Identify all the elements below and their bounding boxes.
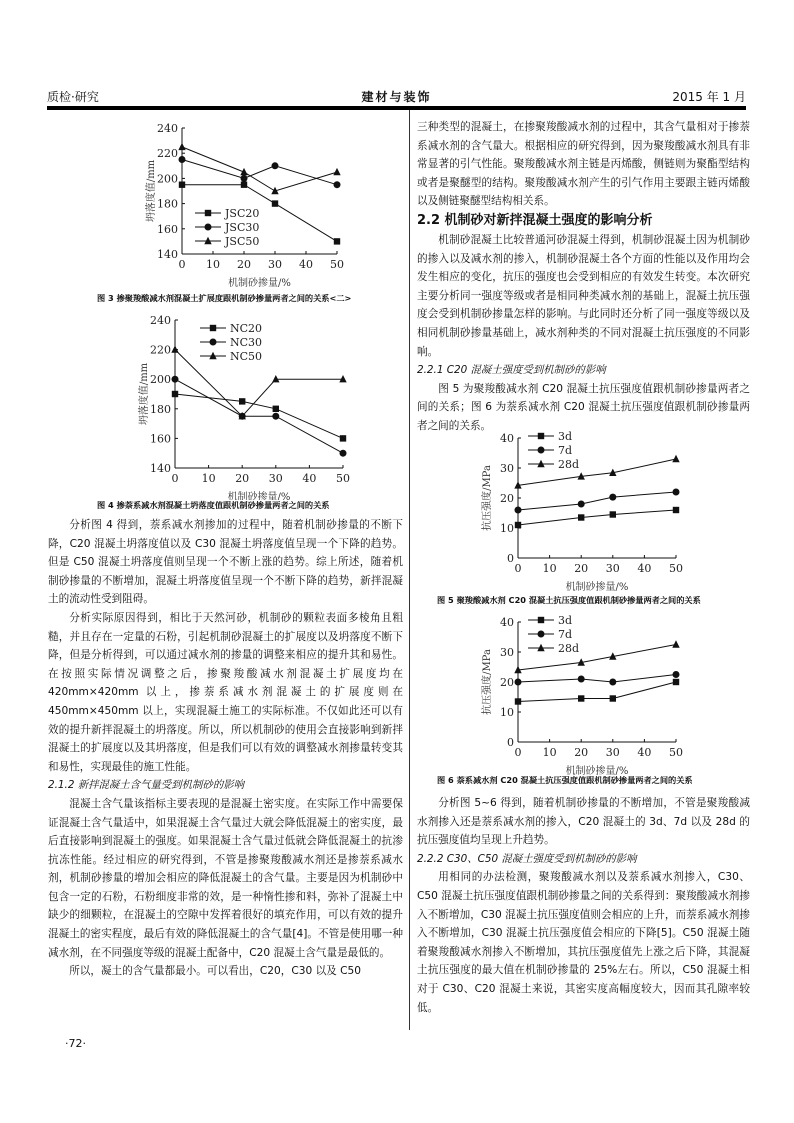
data-point-3d	[673, 679, 679, 685]
data-point-3d	[610, 695, 616, 701]
y-tick-label: 0	[507, 552, 514, 565]
x-axis-label: 机制砂掺量/%	[565, 582, 629, 593]
data-point-3d	[610, 511, 616, 517]
y-tick-label: 10	[500, 522, 514, 535]
series-line-7d	[518, 492, 676, 510]
y-tick-label: 20	[500, 492, 514, 505]
y-tick-label: 220	[150, 343, 171, 357]
x-axis-label: 机制砂掺量/%	[227, 492, 291, 500]
data-point-NC30	[172, 376, 179, 383]
x-tick-label: 30	[268, 258, 282, 271]
legend-label: NC20	[230, 322, 263, 335]
subheading-2-2-1: 2.2.1 C20 混凝土强度受到机制砂的影响	[417, 364, 606, 377]
figure-4-caption: 图 4 掺萘系减水剂混凝土坍落度值跟机制砂掺量两者之间的关系	[97, 500, 330, 510]
y-axis-label: 坍落度值/mm	[146, 159, 157, 223]
heading-2-2: 2.2 机制砂对新拌混凝土强度的影响分析	[417, 212, 653, 228]
figure-6-caption: 图 6 萘系减水剂 C20 混凝土抗压强度值跟机制砂掺量两者之间的关系	[437, 775, 693, 785]
paragraph: 分析图 5~6 得到，随着机制砂掺量的不断增加，不管是聚羧酸减水剂掺入还是萘系减水剂的掺入，C20 混凝土的 3d、7d 以及 28d 的抗压强度值均呈现上升趋势。	[417, 797, 750, 847]
subheading-2-2-2: 2.2.2 C30、C50 混凝土强度受到机制砂的影响	[417, 852, 637, 865]
paragraph: 图 5 为聚羧酸减水剂 C20 混凝土抗压强度值跟机制砂掺量两者之间的关系；图 6 为萘系减水剂 C20 混凝土抗压强度值跟机制砂掺量两者之间的关系。	[417, 382, 750, 432]
y-tick-label: 30	[500, 646, 514, 659]
x-tick-label: 20	[574, 746, 589, 759]
legend-label: JSC30	[225, 221, 260, 234]
data-point-7d	[578, 676, 585, 683]
legend-label: JSC50	[225, 235, 260, 248]
chart-fig4	[130, 310, 360, 500]
y-tick-label: 200	[150, 373, 171, 387]
y-tick-label: 220	[157, 147, 178, 161]
legend-label: 28d	[558, 458, 580, 471]
data-point-NC30	[340, 450, 347, 457]
series-line-7d	[518, 675, 676, 683]
data-point-7d	[609, 679, 616, 686]
data-point-JSC50	[178, 143, 185, 150]
data-point-JSC20	[241, 182, 247, 188]
data-point-7d	[673, 671, 680, 678]
column-divider	[409, 110, 410, 1030]
series-line-3d	[518, 682, 676, 702]
journal-title: 建材与装饰	[361, 90, 432, 104]
legend-label: NC30	[230, 336, 263, 349]
legend-marker	[205, 224, 212, 231]
data-point-NC50	[171, 345, 178, 352]
data-point-JSC30	[241, 175, 248, 182]
x-axis-label: 机制砂掺量/%	[565, 766, 629, 777]
issue-date: 2015 年 1 月	[672, 90, 746, 104]
figure-5-caption: 图 5 聚羧酸减水剂 C20 混凝土抗压强度值跟机制砂掺量两者之间的关系	[437, 595, 701, 605]
data-point-NC20	[172, 391, 178, 397]
data-point-28d	[672, 455, 679, 462]
data-point-7d	[578, 501, 585, 508]
y-tick-label: 40	[500, 432, 514, 445]
data-point-3d	[673, 507, 679, 513]
y-tick-label: 140	[150, 462, 171, 475]
y-tick-label: 160	[157, 222, 178, 236]
x-tick-label: 10	[542, 562, 557, 575]
figure-3	[140, 118, 360, 294]
data-point-3d	[578, 514, 584, 520]
x-tick-label: 10	[542, 746, 557, 759]
y-tick-label: 240	[150, 314, 171, 327]
x-tick-label: 20	[574, 562, 589, 575]
header-rule	[47, 106, 746, 110]
y-axis-label: 抗压强度/MPa	[482, 465, 493, 531]
paragraph: 所以，凝土的含气量都最小。可以看出，C20，C30 以及 C50	[69, 965, 362, 978]
x-tick-label: 40	[302, 472, 317, 485]
data-point-NC30	[272, 413, 279, 420]
x-tick-label: 50	[669, 562, 683, 575]
y-tick-label: 140	[157, 248, 178, 261]
y-axis-label: 抗压强度/MPa	[482, 649, 493, 715]
x-axis-label: 机制砂掺量/%	[228, 278, 291, 289]
series-line-NC30	[175, 379, 343, 453]
data-point-28d	[672, 640, 679, 647]
legend-label: 28d	[558, 642, 580, 655]
x-tick-label: 0	[514, 746, 522, 759]
y-tick-label: 40	[500, 616, 514, 629]
legend-label: 7d	[558, 444, 573, 457]
paragraph: 分析图 4 得到，萘系减水剂掺加的过程中，随着机制砂掺量的不断下降，C20 混凝土坍落度值以及 C30 混凝土坍落度值呈现一个下降的趋势。但是 C50 混凝土坍落度值则呈现一个不断上涨的趋势。综上所述，随着机制砂掺量的不断增加，混凝土坍落度值呈现一个不断下降的趋势，新拌混凝土的流动性受到阻碍。	[48, 519, 403, 606]
x-tick-label: 30	[268, 472, 283, 485]
data-point-NC20	[340, 435, 346, 441]
x-tick-label: 40	[299, 258, 313, 271]
data-point-JSC30	[334, 181, 341, 188]
legend-marker	[538, 631, 545, 638]
x-tick-label: 50	[336, 472, 350, 485]
x-tick-label: 40	[637, 746, 652, 759]
paragraph: 混凝土含气量该指标主要表现的是混凝土密实度。在实际工作中需要保证混凝土含气量适中，如果混凝土含气量过大就会降低混凝土的密实度，最后直接影响到混凝土的强度。如果混凝土含气量过低就会降低混凝土的抗渗抗冻性能。经过相应的研究得到，不管是掺聚羧酸减水剂还是掺萘系减水剂，机制砂掺量的增加会相应的降低混凝土的含气量。主要是因为机制砂中包含一定的石粉，石粉细度非常的效，是一种惰性掺和料，弥补了混凝土中缺少的细颗粒，在混凝土的空隙中发挥着很好的填充作用，可以有效的提升混凝土的密实程度，最后有效的降低混凝土的含气量[4]。不管是使用哪一种减水剂，在不同强度等级的混凝土配备中，C20 混凝土含气量是最低的。	[48, 797, 403, 959]
x-tick-label: 40	[637, 562, 652, 575]
legend-marker	[538, 617, 544, 623]
paragraph: 用相同的办法检测，聚羧酸减水剂以及萘系减水剂掺入，C30、C50 混凝土抗压强度值跟机制砂掺量之间的关系得到：聚羧酸减水剂掺入不断增加，C30 混凝土抗压强度值则会相应的上升，而萘系减水剂掺入不断增加，C30 混凝土抗压强度值会相应的下降[5]。C50 混凝土随着聚羧酸减水剂掺入不断增加，其抗压强度值先上涨之后下降，其混凝土抗压强度的最大值在机制砂掺量的 25%左右。所以，C50 混凝土相对于 C30、C20 混凝土来说，其密实度高幅度较大，因而其孔隙率较低。	[417, 871, 750, 1014]
x-tick-label: 10	[206, 258, 220, 271]
data-point-7d	[515, 679, 522, 686]
x-tick-label: 30	[605, 562, 620, 575]
y-tick-label: 10	[500, 706, 514, 719]
y-tick-label: 30	[500, 462, 514, 475]
legend-marker	[538, 433, 544, 439]
series-line-3d	[518, 510, 676, 525]
data-point-NC20	[273, 406, 279, 412]
figure-6	[478, 612, 698, 781]
legend-label: 7d	[558, 628, 573, 641]
figure-5	[478, 428, 698, 597]
data-point-JSC30	[272, 162, 279, 169]
data-point-JSC50	[333, 168, 340, 175]
figure-4	[130, 310, 360, 504]
x-tick-label: 20	[237, 258, 251, 271]
page-number: ·72·	[65, 1037, 86, 1050]
x-tick-label: 50	[330, 258, 344, 271]
paragraph: 分析实际原因得到，相比于天然河砂，机制砂的颗粒表面多棱角且粗糙，并且存在一定量的石粉，引起机制砂混凝土的扩展度以及坍落度不断下降，但是分析得到，可以通过减水剂的掺量的调整来相应的提升其和易性。在按照实际情况调整之后，掺聚羧酸减水剂混凝土扩展度均在 420mm×420mm 以上，掺萘系减水剂混凝土的扩展度则在 450mm×450mm 以上，实现混凝土施工的实际标准。不仅如此还可以有效的提升新拌混凝土的坍落度。所以，所以机制砂的使用会直接影响到新拌混凝土的扩展度以及其坍落度，但是我们可以有效的调整减水剂掺量转变其和易性，实现最佳的施工性能。	[48, 611, 403, 773]
chart-fig3	[140, 118, 360, 290]
y-tick-label: 180	[150, 402, 171, 416]
chart-fig5	[478, 428, 698, 593]
section-label: 质检·研究	[47, 90, 99, 104]
data-point-JSC20	[334, 238, 340, 244]
data-point-JSC50	[240, 168, 247, 175]
x-tick-label: 0	[171, 472, 179, 485]
y-tick-label: 180	[157, 197, 178, 211]
legend-marker	[210, 325, 216, 331]
data-point-3d	[515, 698, 521, 704]
y-axis-label: 坍落度值/mm	[139, 362, 150, 426]
x-tick-label: 50	[669, 746, 683, 759]
legend-label: NC50	[230, 350, 263, 363]
x-tick-label: 0	[178, 258, 186, 271]
y-tick-label: 0	[507, 736, 514, 749]
y-tick-label: 20	[500, 676, 514, 689]
subheading-2-1-2: 2.1.2 新拌混凝土含气量受到机制砂的影响	[48, 779, 244, 792]
legend-label: JSC20	[225, 207, 260, 220]
data-point-JSC30	[179, 156, 186, 163]
x-tick-label: 30	[605, 746, 620, 759]
chart-fig6	[478, 612, 698, 777]
page-header	[47, 86, 746, 106]
y-tick-label: 200	[157, 172, 178, 186]
legend-marker	[210, 339, 217, 346]
legend-marker	[538, 447, 545, 454]
x-tick-label: 20	[235, 472, 250, 485]
data-point-JSC20	[179, 182, 185, 188]
data-point-3d	[578, 695, 584, 701]
series-line-JSC30	[182, 160, 337, 185]
paragraph: 三种类型的混凝土，在掺聚羧酸减水剂的过程中，其含气量相对于掺萘系减水剂的含气量大。根据相应的研究得到，因为聚羧酸减水剂具有非常显著的引气性能。聚羧酸减水剂主链是丙烯酸，侧链则为聚酯型结构或者是聚醚型的结构。聚羧酸减水剂产生的引气作用主要跟主链丙烯酸以及侧链聚醚型结构相关系。	[417, 121, 750, 208]
data-point-JSC20	[272, 200, 278, 206]
legend-marker	[205, 210, 211, 216]
y-tick-label: 240	[157, 122, 178, 135]
x-tick-label: 10	[201, 472, 216, 485]
right-column-bottom	[417, 794, 750, 1017]
data-point-NC20	[239, 398, 245, 404]
legend-label: 3d	[558, 614, 573, 627]
legend-label: 3d	[558, 430, 573, 443]
data-point-7d	[515, 507, 522, 514]
left-column-text	[48, 516, 403, 981]
paragraph: 机制砂混凝土比较普通河砂混凝土得到，机制砂混凝土因为机制砂的掺入以及减水剂的掺入，机制砂混凝土各个方面的性能以及作用均会发生相应的变化，抗压的强度也会受到相应的有效发生转变。本次研究主要分析同一强度等级或者是相同种类减水剂的基础上，混凝土抗压强度会受到机制砂掺量怎样的影响。与此同时还分析了同一强度等级以及相同机制砂掺量基础上，减水剂种类的不同对混凝土抗压强度的不同影响。	[417, 233, 750, 358]
data-point-3d	[515, 522, 521, 528]
right-column-top	[417, 118, 750, 436]
data-point-7d	[609, 494, 616, 501]
figure-3-caption: 图 3 掺聚羧酸减水剂混凝土扩展度跟机制砂掺量两者之间的关系<二>	[97, 293, 352, 303]
data-point-7d	[673, 489, 680, 496]
x-tick-label: 0	[514, 562, 522, 575]
y-tick-label: 160	[150, 432, 171, 446]
